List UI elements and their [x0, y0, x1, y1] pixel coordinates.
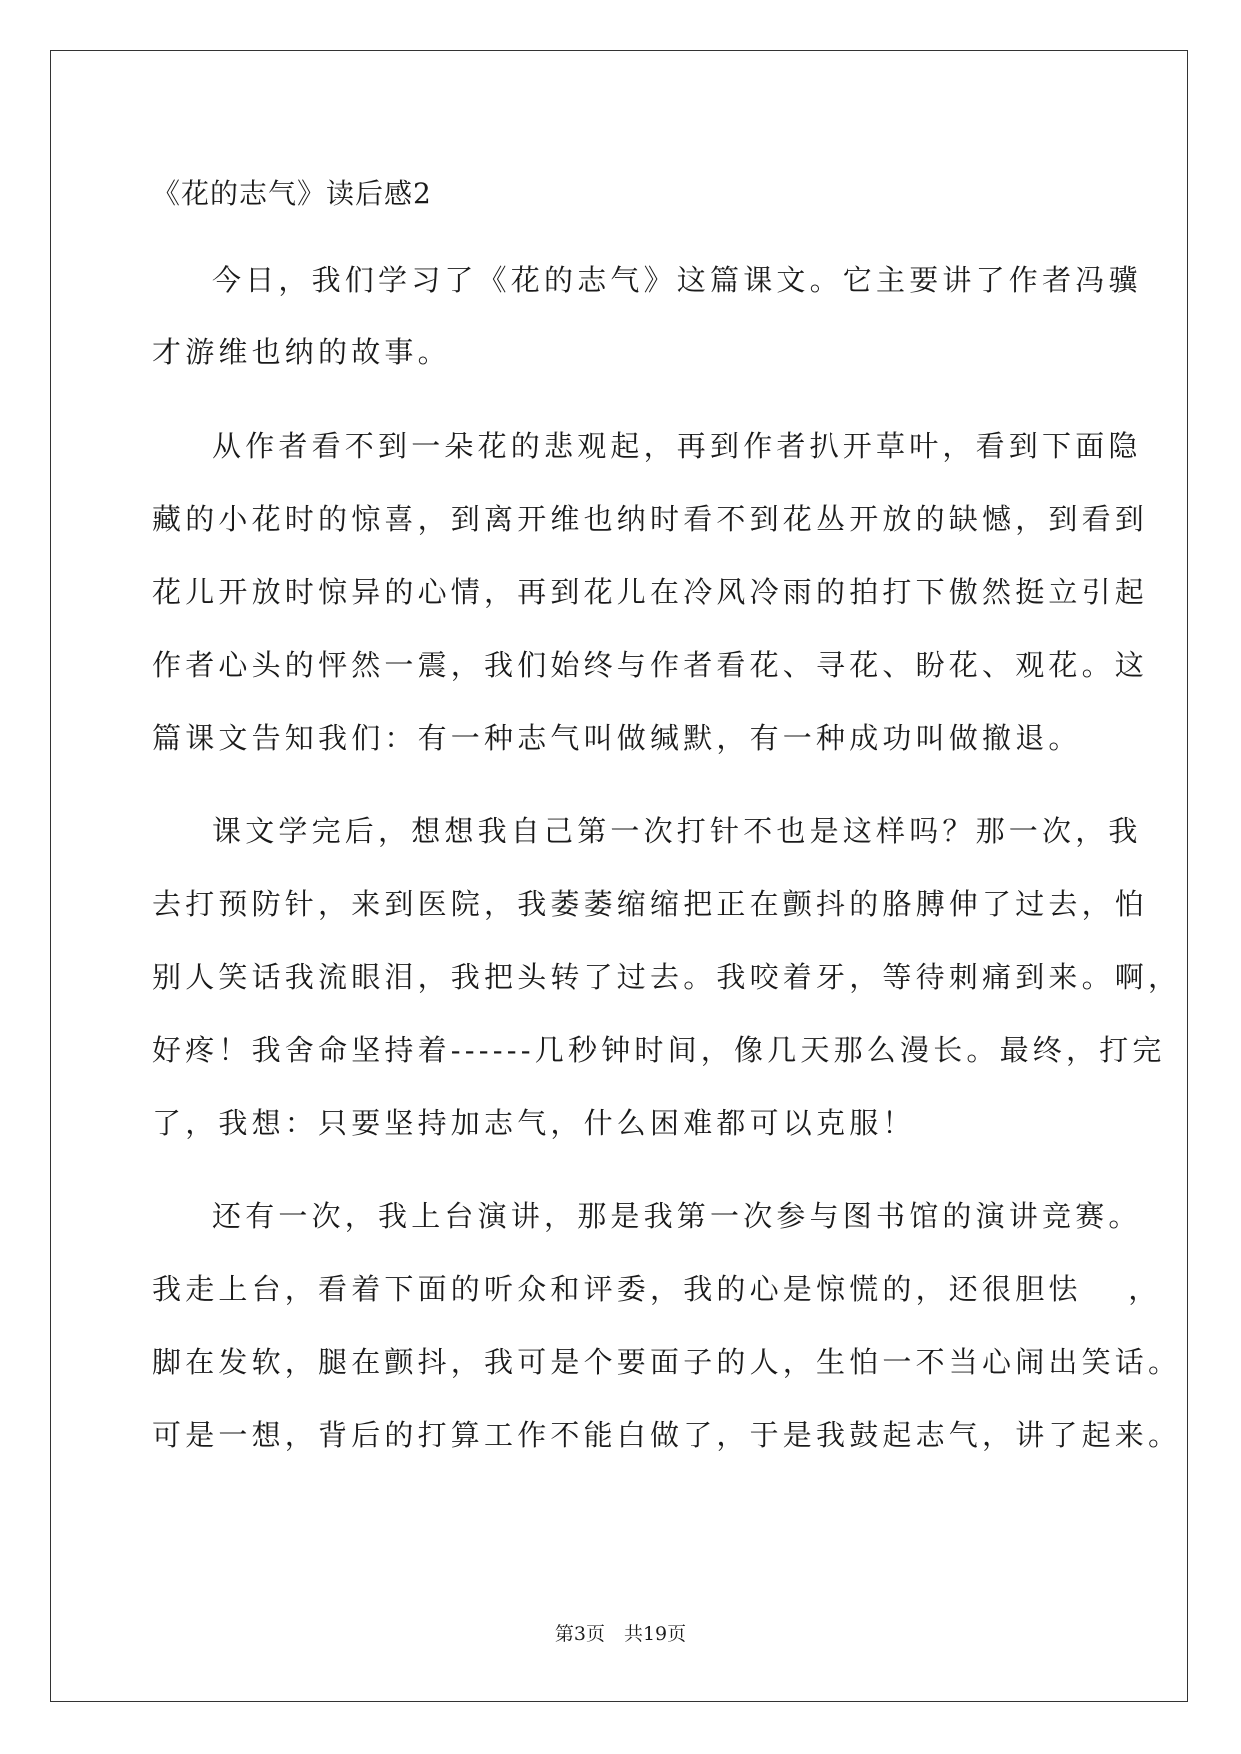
page-number-footer: 第3页 共19页 — [554, 1623, 687, 1645]
paragraph-line: 可是一想，背后的打算工作不能白做了，于是我鼓起志气，讲了起来。 — [152, 1418, 1182, 1452]
paragraph-line: 还有一次，我上台演讲，那是我第一次参与图书馆的演讲竞赛。 — [212, 1199, 1142, 1233]
paragraph-line: 作者心头的怦然一震，我们始终与作者看花、寻花、盼花、观花。这 — [152, 648, 1149, 682]
paragraph-line: 脚在发软，腿在颤抖，我可是个要面子的人，生怕一不当心闹出笑话。 — [152, 1345, 1182, 1379]
paragraph-line: 了，我想：只要坚持加志气，什么困难都可以克服！ — [152, 1106, 916, 1140]
paragraph-line: 今日，我们学习了《花的志气》这篇课文。它主要讲了作者冯骥 — [212, 263, 1142, 297]
document-title: 《花的志气》读后感2 — [152, 177, 432, 210]
paragraph-line: 课文学完后，想想我自己第一次打针不也是这样吗？那一次，我 — [212, 814, 1142, 848]
paragraph-line: 篇课文告知我们：有一种志气叫做缄默，有一种成功叫做撤退。 — [152, 721, 1082, 755]
paragraph-line: 花儿开放时惊异的心情，再到花儿在冷风冷雨的拍打下傲然挺立引起 — [152, 575, 1149, 609]
paragraph-line: 去打预防针，来到医院，我萎萎缩缩把正在颤抖的胳膊伸了过去，怕 — [152, 887, 1149, 921]
paragraph-line: 才游维也纳的故事。 — [152, 335, 451, 369]
paragraph-line: 别人笑话我流眼泪，我把头转了过去。我咬着牙，等待刺痛到来。啊， — [152, 960, 1182, 994]
paragraph-line: 藏的小花时的惊喜，到离开维也纳时看不到花丛开放的缺憾，到看到 — [152, 502, 1149, 536]
paragraph-line: 从作者看不到一朵花的悲观起，再到作者扒开草叶，看到下面隐 — [212, 429, 1142, 463]
paragraph-line: 好疼！我舍命坚持着------几秒钟时间，像几天那么漫长。最终，打完 — [152, 1033, 1166, 1067]
paragraph-line: 我走上台，看着下面的听众和评委，我的心是惊慌的，还很胆怯 ， — [152, 1272, 1162, 1306]
